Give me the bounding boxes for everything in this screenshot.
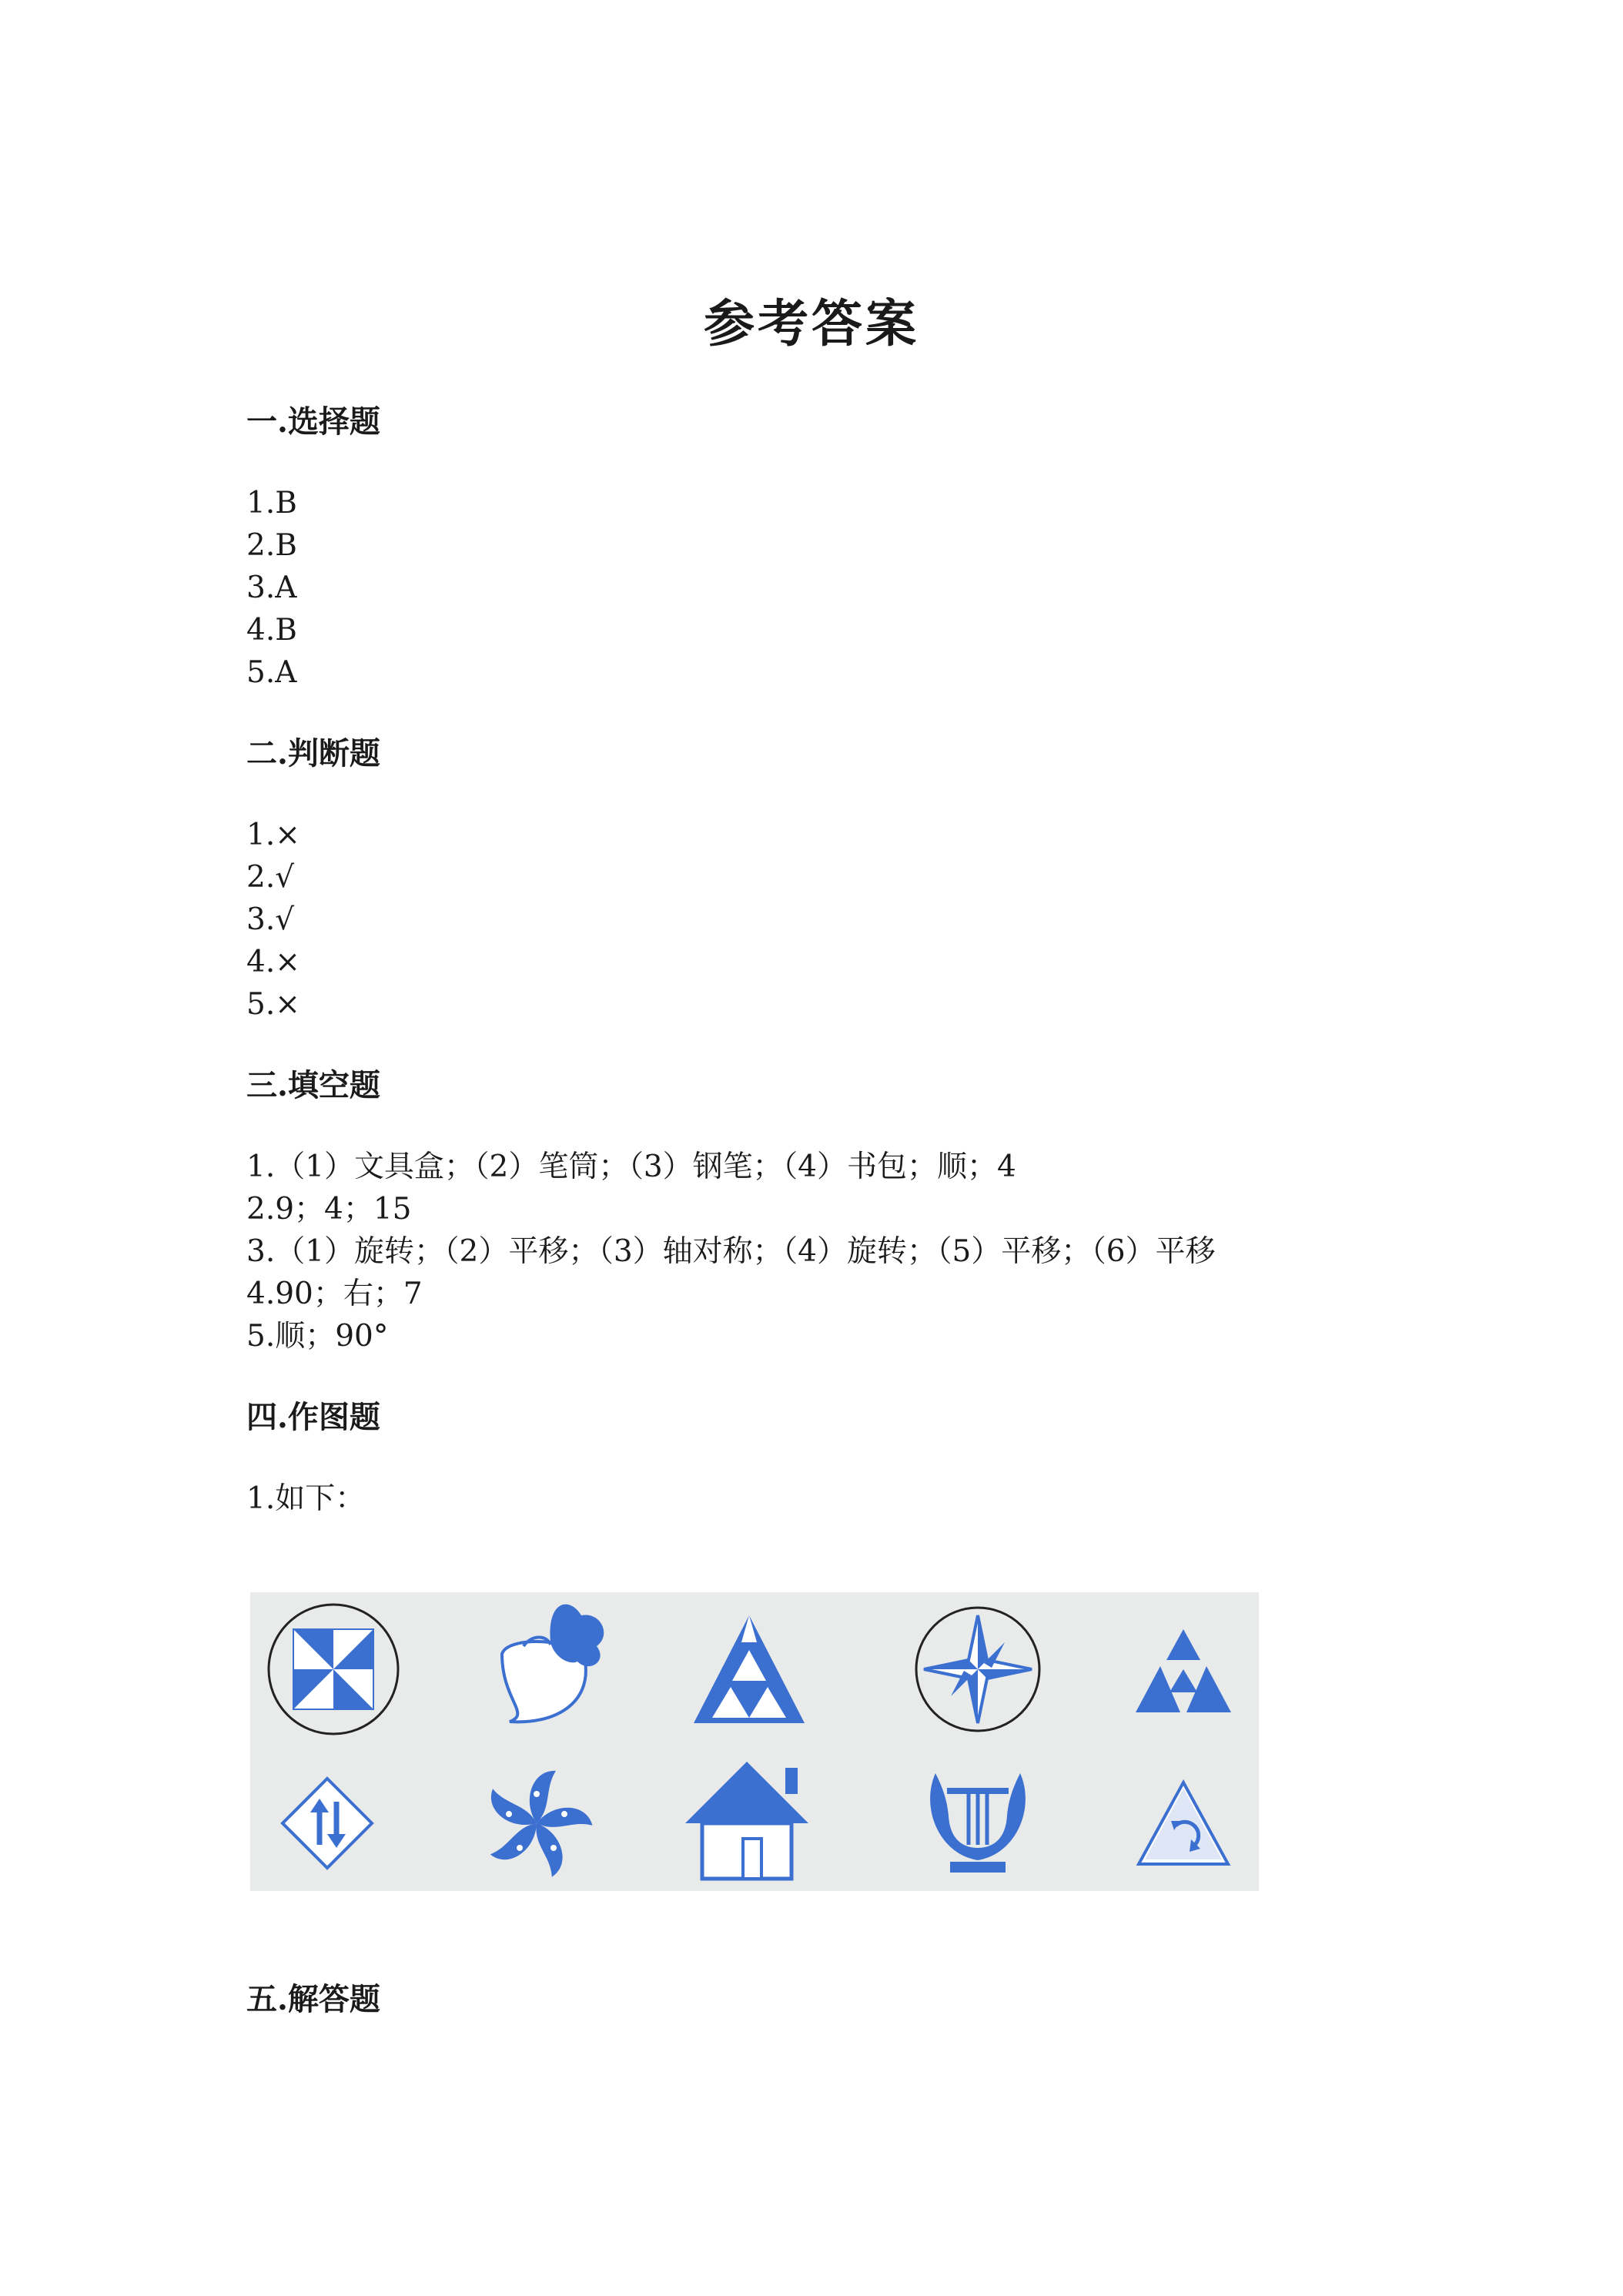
- section-heading-choice: 一.选择题: [246, 403, 380, 440]
- section-heading-answer: 五.解答题: [246, 1981, 380, 2017]
- answer-line: 3.A: [246, 571, 297, 605]
- answer-line: 1.B: [246, 486, 297, 520]
- answer-line: 4.90；右；7: [246, 1277, 423, 1311]
- section-heading-drawing: 四.作图题: [246, 1399, 380, 1435]
- answer-line: 2.B: [246, 528, 297, 563]
- answer-line: 4.B: [246, 613, 297, 648]
- answer-line: 5.顺；90°: [246, 1319, 389, 1354]
- answer-line: 1.×: [246, 818, 300, 852]
- answer-line: 2.√: [246, 860, 295, 895]
- section-heading-judge: 二.判断题: [246, 735, 380, 771]
- answer-line: 1.（1）文具盒；（2）笔筒；（3）钢笔；（4）书包；顺；4: [246, 1150, 1016, 1184]
- answer-line: 5.A: [246, 655, 297, 690]
- answer-figure: [250, 1592, 1259, 1891]
- answer-line: 3.（1）旋转；（2）平移；（3）轴对称；（4）旋转；（5）平移；（6）平移: [246, 1234, 1216, 1269]
- compass-star-in-circle-icon: [916, 1608, 1039, 1731]
- answer-line: 5.×: [246, 987, 300, 1022]
- answer-line: 3.√: [246, 902, 295, 937]
- section-heading-fill: 三.填空题: [246, 1067, 380, 1103]
- answer-line: 2.9；4；15: [246, 1192, 412, 1227]
- page-title: 参考答案: [704, 293, 919, 353]
- answer-line: 1.如下：: [246, 1481, 366, 1516]
- answer-line: 4.×: [246, 945, 300, 979]
